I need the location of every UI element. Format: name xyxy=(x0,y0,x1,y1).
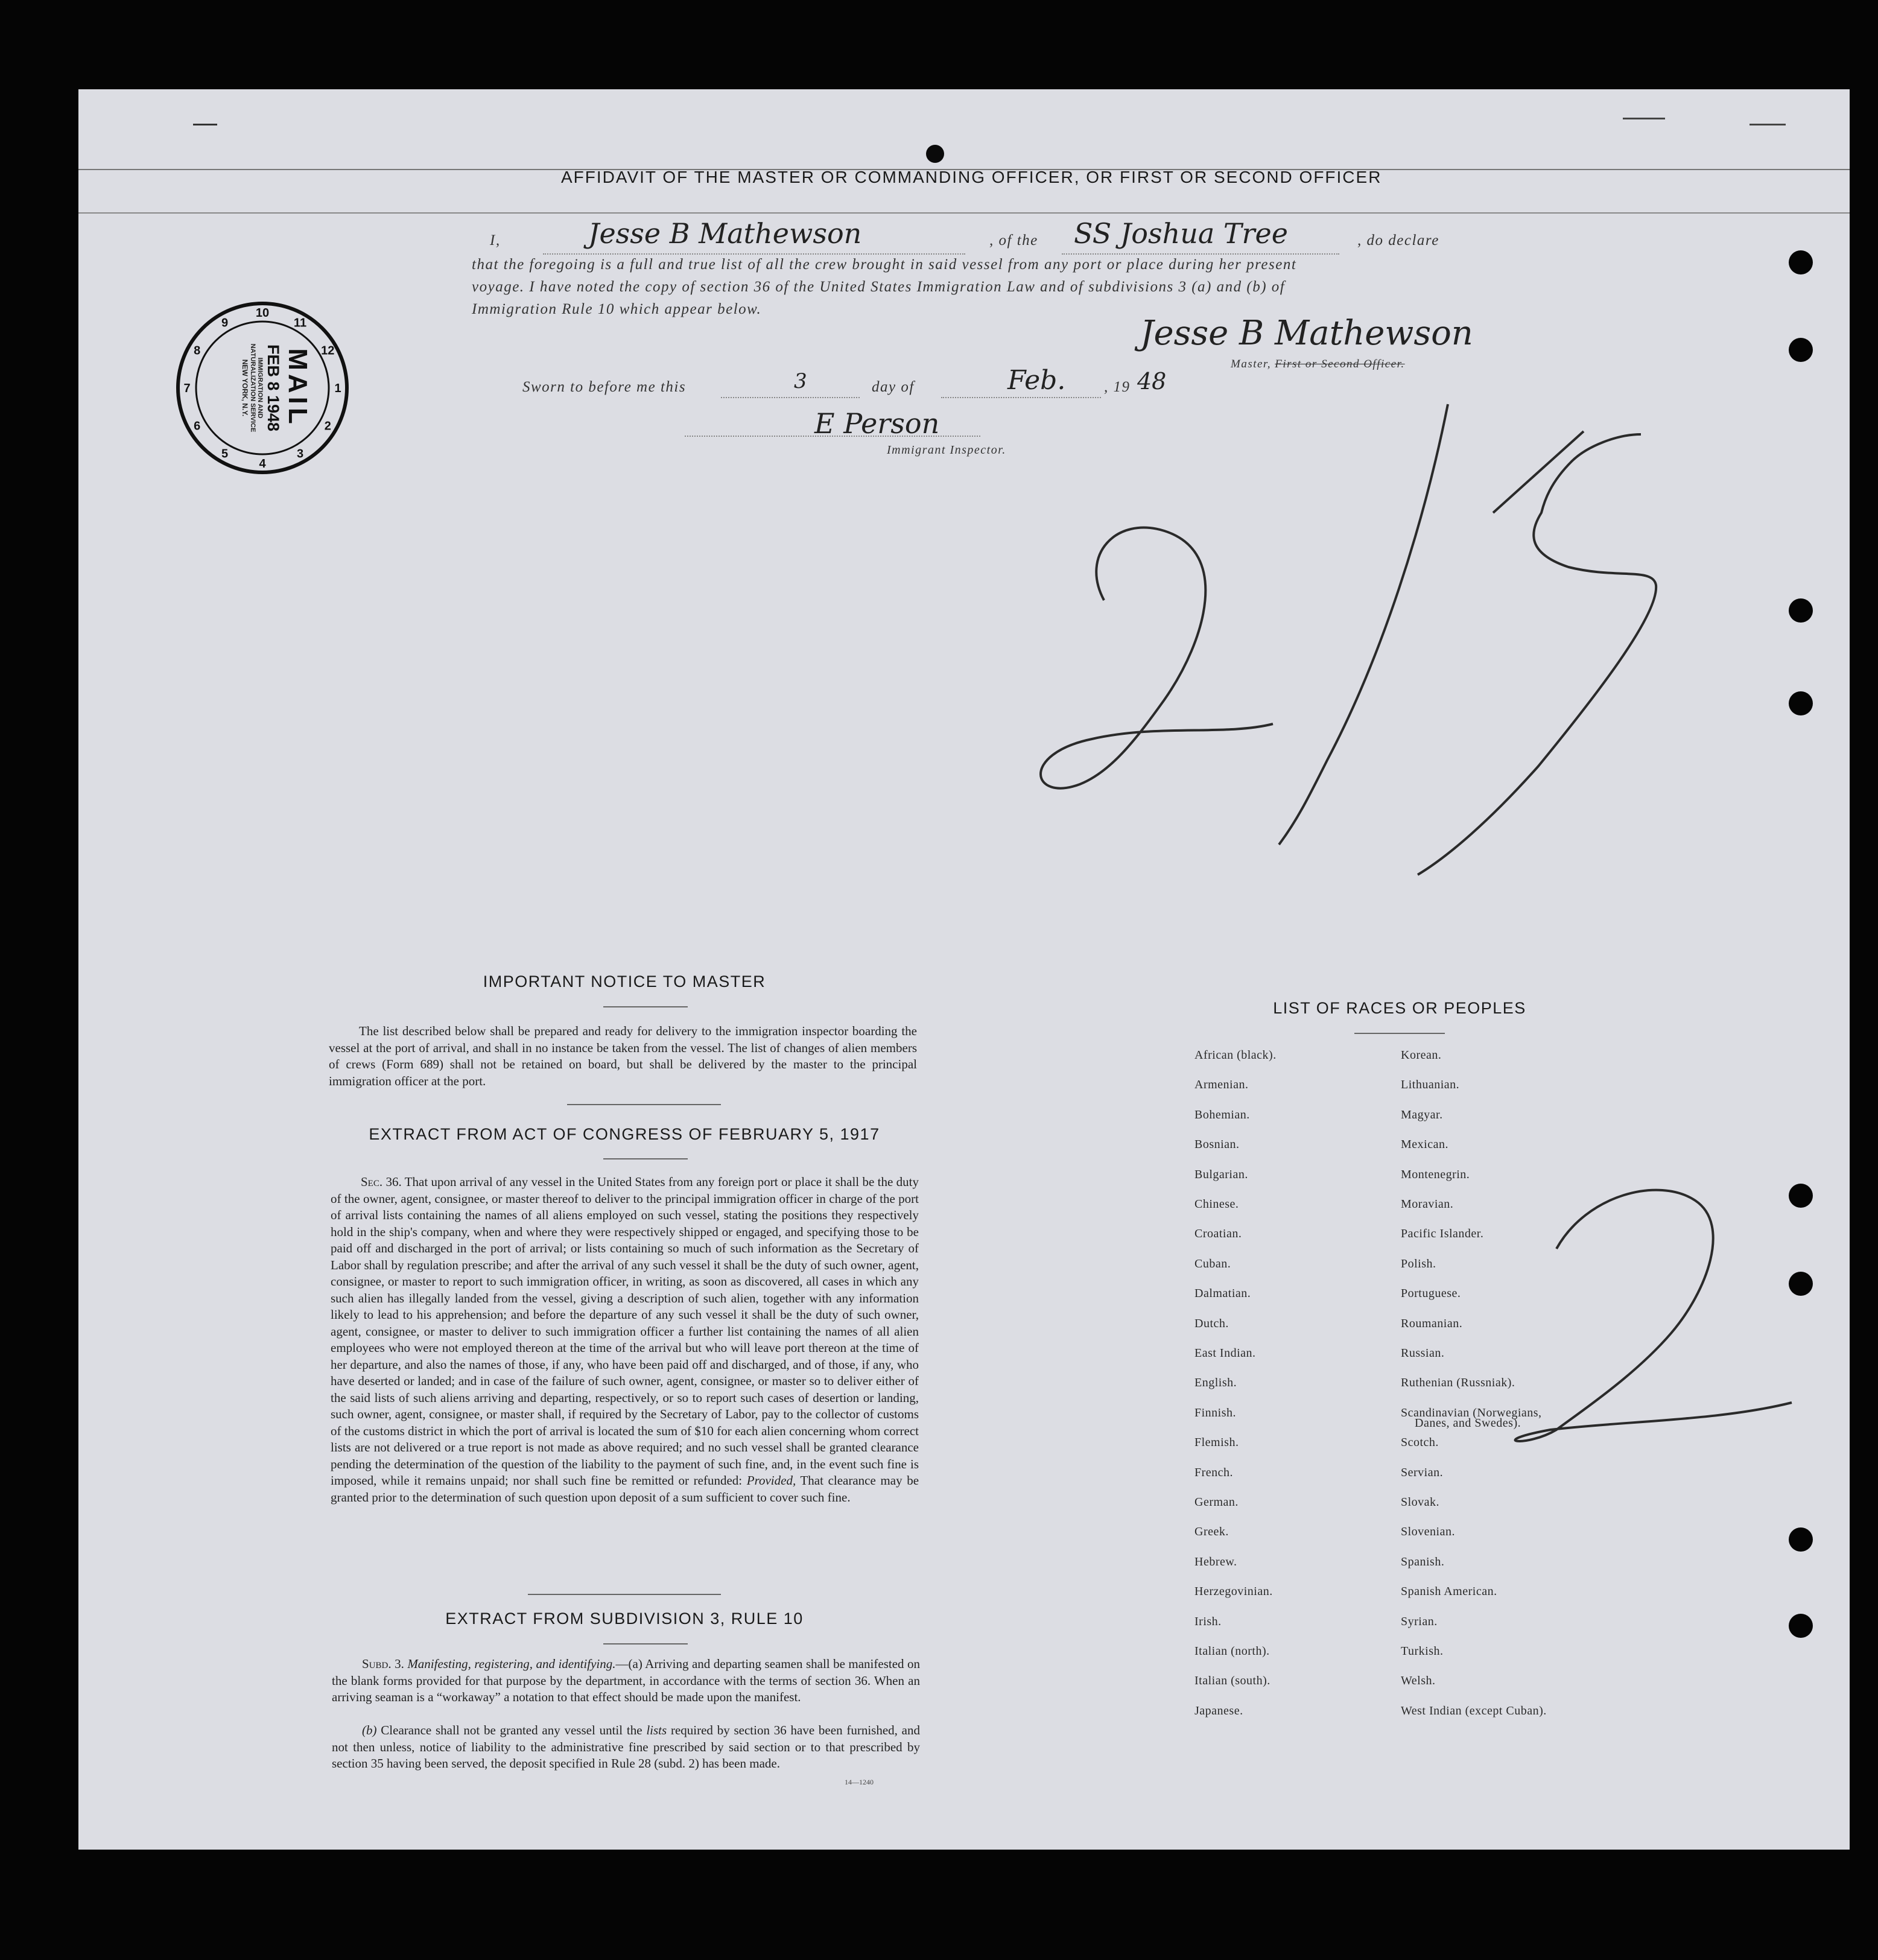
race-item: English. xyxy=(1194,1376,1237,1390)
race-item: East Indian. xyxy=(1194,1346,1256,1360)
struck-officer-label: First or Second Officer. xyxy=(1275,358,1405,370)
notice-title: IMPORTANT NOTICE TO MASTER xyxy=(483,972,766,991)
stamp-city: NEW YORK, N.Y. xyxy=(241,359,249,417)
of-the-label: , of the xyxy=(989,232,1038,249)
race-item: Welsh. xyxy=(1401,1674,1436,1688)
handwritten-fraction-marks xyxy=(1026,386,1701,929)
master-label: Master, xyxy=(1231,358,1271,370)
stamp-clock-number: 8 xyxy=(194,344,201,358)
act-title: EXTRACT FROM ACT OF CONGRESS OF FEBRUARY 5, 1917 xyxy=(369,1125,880,1143)
race-item: Portuguese. xyxy=(1401,1287,1461,1301)
stamp-clock-number: 4 xyxy=(259,457,266,471)
stamp-mail: MAIL xyxy=(283,348,312,428)
subd-italic: Manifesting, registering, and identifying. xyxy=(407,1657,616,1671)
subd-label: Subd. 3. xyxy=(362,1657,404,1671)
scan-speck xyxy=(1750,124,1786,125)
sworn-year: 48 xyxy=(1137,368,1167,395)
subd-a-label: —(a) xyxy=(615,1657,642,1671)
race-item: Danes, and Swedes). xyxy=(1415,1416,1521,1430)
day-dotted-line xyxy=(721,397,860,398)
notice-title-rule xyxy=(603,1006,688,1007)
year-prefix: , 19 xyxy=(1104,379,1131,395)
rule-subd-b xyxy=(332,1722,920,1772)
race-item: Slovak. xyxy=(1401,1495,1440,1509)
act-section-text xyxy=(331,1174,919,1506)
binder-hole xyxy=(1789,1527,1813,1552)
race-item: Mexican. xyxy=(1401,1138,1448,1152)
race-item: Herzegovinian. xyxy=(1194,1585,1273,1599)
race-item: Turkish. xyxy=(1401,1644,1444,1658)
inspector-signature: E Person xyxy=(814,407,940,440)
binder-hole xyxy=(1789,598,1813,623)
race-item: German. xyxy=(1194,1495,1239,1509)
subd-b-label: (b) xyxy=(362,1723,377,1737)
act-divider xyxy=(528,1594,721,1595)
sworn-day: 3 xyxy=(794,369,807,393)
stamp-text-block xyxy=(175,300,350,475)
race-item: Bosnian. xyxy=(1194,1138,1240,1152)
title-rule xyxy=(78,212,1850,214)
declaration-line-3: voyage. I have noted the copy of section 36 of the United States Immigration Law and of subdivisions 3 (a) and (b) of xyxy=(472,279,1286,295)
race-item: Montenegrin. xyxy=(1401,1167,1470,1181)
race-item: Chinese. xyxy=(1194,1197,1239,1211)
race-item: Polish. xyxy=(1401,1257,1436,1270)
binder-hole xyxy=(1789,338,1813,362)
race-item: African (black). xyxy=(1194,1048,1277,1062)
races-title-rule xyxy=(1354,1033,1445,1034)
race-item: Italian (south). xyxy=(1194,1674,1271,1688)
races-title: LIST OF RACES OR PEOPLES xyxy=(1273,999,1526,1017)
act-body: That upon arrival of any vessel in the United States from any foreign port or place it shall be the duty of the owner, agent, consignee, or master thereof to deliver to the principal immigration officer in charge of the port of arrival lists containing the names of all aliens employed on such vessel, stating the positions they respectively hold in the ship's company, when and where they were respectively shipped or engaged, and specifying those to be paid off and discharged in the port of arrival; or lists containing so much of such information as the Secretary of Labor shall by regulation prescribe; and after the arrival of any such vessel it shall be the duty of such owner, agent, consignee, or master to report to such immigration officer, in writing, as soon as discovered, all cases in which any such alien has illegally landed from the vessel, giving a description of such alien, together with any information likely to lead to his apprehension; and before the departure of any such vessel it shall be the duty of such owner, agent, consignee, or master to deliver to such immigration officer a further list containing the names of all alien employees who were not employed thereon at the time of the arrival but who will leave port thereon at the time of her departure, and also the names of those, if any, who have been paid off and discharged, and of those, if any, who have deserted or landed; and in case of the failure of such owner, agent, consignee, or master so to deliver either of the said lists of such aliens arriving and departing, respectively, or so to report such cases of desertion or landing, such owner, agent, consignee, or master shall, if required by the Secretary of Labor, pay to the collector of customs of the customs district in which the port of arrival is located the sum of $10 for each alien concerning whom correct lists are not delivered or a true report is not made as above required; and no such vessel shall be granted clearance pending the determination of the question of the liability to the payment of such fine, and, in the event such fine is imposed, while it remains unpaid; nor shall such fine be remitted or refunded: xyxy=(331,1175,919,1488)
binder-hole xyxy=(1789,250,1813,274)
act-body-end: That clearance may be granted prior to the determination of such question upon deposit of a sum sufficient to cover such fine. xyxy=(331,1473,919,1505)
race-item: Dalmatian. xyxy=(1194,1287,1251,1301)
stamp-clock-number: 6 xyxy=(194,419,201,433)
race-item: Spanish American. xyxy=(1401,1585,1497,1599)
race-item: Lithuanian. xyxy=(1401,1078,1460,1092)
race-item: Spanish. xyxy=(1401,1555,1445,1568)
race-item: Russian. xyxy=(1401,1346,1445,1360)
race-item: Servian. xyxy=(1401,1465,1444,1479)
subd-b-text-1: Clearance shall not be granted any vessel until the xyxy=(381,1723,642,1737)
race-item: Italian (north). xyxy=(1194,1644,1270,1658)
race-item: Bohemian. xyxy=(1194,1108,1250,1121)
rule-title: EXTRACT FROM SUBDIVISION 3, RULE 10 xyxy=(445,1610,804,1628)
punch-dot xyxy=(926,145,944,163)
race-item: Finnish. xyxy=(1194,1406,1237,1419)
stamp-clock-number: 3 xyxy=(296,447,304,461)
day-of-label: day of xyxy=(872,379,915,395)
declaration-line-4: Immigration Rule 10 which appear below. xyxy=(472,301,762,317)
name-dotted-line xyxy=(543,253,965,255)
stamp-clock-number: 12 xyxy=(321,344,335,358)
race-item: Roumanian. xyxy=(1401,1316,1463,1330)
race-item: Korean. xyxy=(1401,1048,1442,1062)
form-number: 14—1240 xyxy=(845,1778,874,1786)
sworn-label: Sworn to before me this xyxy=(522,379,687,395)
declaration-line-2: that the foregoing is a full and true list of all the crew brought in said vessel from any port or place during her present xyxy=(472,256,1297,273)
stamp-clock-number: 11 xyxy=(293,316,307,330)
master-name-handwritten: Jesse B Mathewson xyxy=(588,217,862,250)
race-item: Bulgarian. xyxy=(1194,1167,1248,1181)
subd-b-lists: lists xyxy=(646,1723,667,1737)
race-item: Pacific Islander. xyxy=(1401,1227,1484,1241)
binder-hole xyxy=(1789,691,1813,715)
race-item: Japanese. xyxy=(1194,1704,1243,1717)
affidavit-title: AFFIDAVIT OF THE MASTER OR COMMANDING OFFICER, OR FIRST OR SECOND OFFICER xyxy=(561,168,1382,186)
race-item: Hebrew. xyxy=(1194,1555,1237,1568)
race-item: Irish. xyxy=(1194,1614,1222,1628)
stamp-clock-number: 2 xyxy=(324,419,331,433)
rule-title-rule xyxy=(603,1643,688,1644)
race-item: French. xyxy=(1194,1465,1234,1479)
race-item: Moravian. xyxy=(1401,1197,1454,1211)
race-item: Dutch. xyxy=(1194,1316,1229,1330)
vessel-name-handwritten: SS Joshua Tree xyxy=(1074,217,1288,250)
subd-a-text: Arriving and departing seamen shall be manifested on the blank forms provided for that purpose by the department, in accordance with the terms of section 36. When an arriving seaman is a “workaway” a notation to that effect should be made upon the manifest. xyxy=(332,1657,921,1704)
stamp-clock-number: 9 xyxy=(221,316,229,330)
sworn-month: Feb. xyxy=(1007,365,1066,396)
received-stamp xyxy=(175,300,350,475)
do-declare-label: , do declare xyxy=(1357,232,1439,249)
stamp-clock-number: 1 xyxy=(334,382,341,395)
master-signature: Jesse B Mathewson xyxy=(1140,314,1473,353)
stamp-clock-number: 10 xyxy=(255,306,270,320)
race-item: Magyar. xyxy=(1401,1108,1443,1121)
race-item: Greek. xyxy=(1194,1525,1229,1539)
race-item: Cuban. xyxy=(1194,1257,1231,1270)
stamp-clock-number: 7 xyxy=(183,382,191,395)
inspector-label: Immigrant Inspector. xyxy=(887,443,1006,457)
act-sec-label: Sec. 36. xyxy=(361,1175,402,1189)
race-item: Slovenian. xyxy=(1401,1525,1455,1539)
race-item: Scandinavian (Norwegians, xyxy=(1401,1406,1542,1419)
race-item: Croatian. xyxy=(1194,1227,1242,1241)
race-item: Flemish. xyxy=(1194,1436,1239,1450)
stamp-date: FEB 8 1948 xyxy=(264,344,282,432)
subd-b-text-2: required by section 36 have been furnished, and not then unless, notice of liability to the administrative fine prescribed by said section or to that prescribed by section 35 having been served, the deposit specified in Rule 28 (subd. 2) has been made. xyxy=(332,1723,921,1771)
stamp-agency: IMMIGRATION AND NATURALIZATION SERVICE xyxy=(249,343,264,433)
scan-speck xyxy=(1623,118,1665,119)
act-title-rule xyxy=(603,1158,688,1159)
i-label: I, xyxy=(490,232,501,249)
race-item: Ruthenian (Russniak). xyxy=(1401,1376,1515,1390)
race-item: West Indian (except Cuban). xyxy=(1401,1704,1547,1717)
act-provided-label: Provided, xyxy=(746,1473,796,1488)
master-label-block xyxy=(1231,358,1405,371)
notice-text: The list described below shall be prepared and ready for delivery to the immigration inspector boarding the vessel at the port of arrival, and shall in no instance be taken from the vessel. The list of changes of alien members of crews (Form 689) shall not be retained on board, but shall be delivered by the master to the principal immigration officer at the port. xyxy=(329,1024,917,1088)
race-item: Scotch. xyxy=(1401,1436,1439,1450)
race-item: Armenian. xyxy=(1194,1078,1249,1092)
binder-hole xyxy=(1789,1614,1813,1638)
race-item: Syrian. xyxy=(1401,1614,1438,1628)
scan-speck xyxy=(193,124,217,125)
notice-divider xyxy=(567,1104,721,1105)
vessel-dotted-line xyxy=(1062,253,1339,255)
stamp-clock-number: 5 xyxy=(221,447,229,461)
rule-subd-a xyxy=(332,1656,920,1706)
